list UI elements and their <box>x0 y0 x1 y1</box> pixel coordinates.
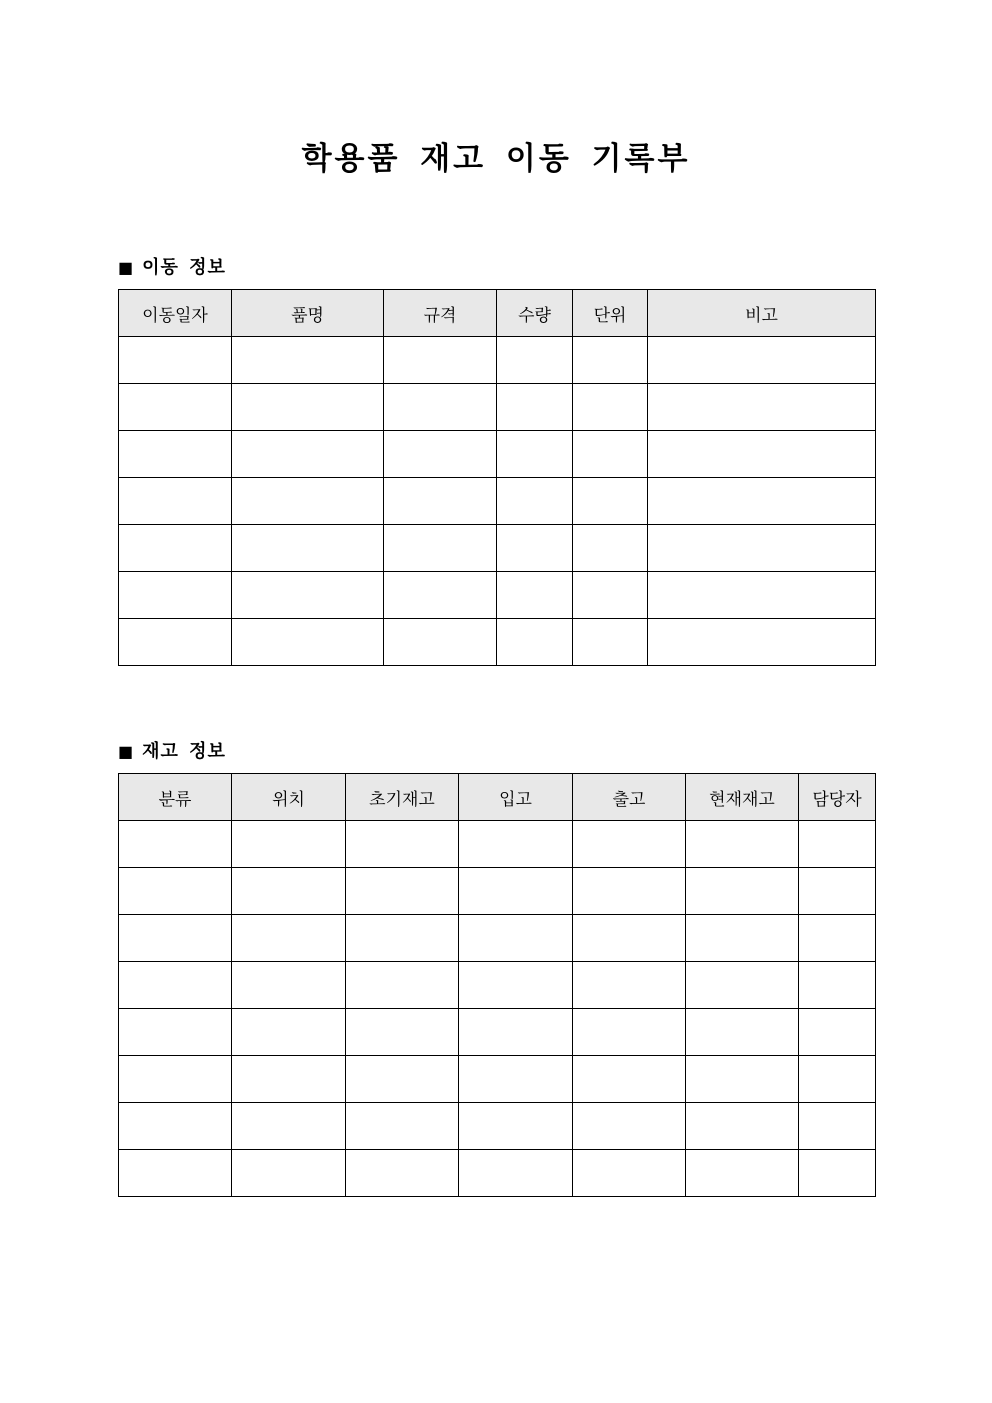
table-row <box>119 431 876 478</box>
table-cell[interactable] <box>119 431 232 478</box>
table-cell[interactable] <box>384 384 497 431</box>
table-cell[interactable] <box>799 915 876 962</box>
table-cell[interactable] <box>686 1150 799 1197</box>
table-row <box>119 337 876 384</box>
table-cell[interactable] <box>799 821 876 868</box>
table-cell[interactable] <box>232 384 384 431</box>
table-cell[interactable] <box>232 1009 346 1056</box>
table-cell[interactable] <box>573 431 648 478</box>
column-header-location: 위치 <box>232 774 346 821</box>
table-cell[interactable] <box>119 1103 232 1150</box>
section-heading-movement <box>118 253 226 279</box>
table-header-row <box>119 774 876 821</box>
table-cell[interactable] <box>648 572 876 619</box>
table-cell[interactable] <box>459 915 573 962</box>
column-header-item-name: 품명 <box>232 290 384 337</box>
inventory-table <box>118 773 876 1197</box>
section-heading-label: 이동 정보 <box>142 257 226 278</box>
column-header-unit: 단위 <box>573 290 648 337</box>
table-cell[interactable] <box>497 525 573 572</box>
table-cell[interactable] <box>573 1056 686 1103</box>
table-cell[interactable] <box>573 384 648 431</box>
table-cell[interactable] <box>384 478 497 525</box>
table-cell[interactable] <box>232 1056 346 1103</box>
table-cell[interactable] <box>119 821 232 868</box>
table-cell[interactable] <box>573 915 686 962</box>
table-cell[interactable] <box>573 868 686 915</box>
table-cell[interactable] <box>648 478 876 525</box>
table-cell[interactable] <box>232 431 384 478</box>
column-header-spec: 규격 <box>384 290 497 337</box>
table-cell[interactable] <box>497 619 573 666</box>
table-cell[interactable] <box>573 337 648 384</box>
table-cell[interactable] <box>119 915 232 962</box>
table-cell[interactable] <box>232 821 346 868</box>
table-row <box>119 1150 876 1197</box>
table-cell[interactable] <box>573 478 648 525</box>
table-cell[interactable] <box>346 868 459 915</box>
table-cell[interactable] <box>119 1056 232 1103</box>
table-cell[interactable] <box>799 1009 876 1056</box>
table-cell[interactable] <box>346 821 459 868</box>
column-header-manager: 담당자 <box>799 774 876 821</box>
table-cell[interactable] <box>346 1009 459 1056</box>
table-cell[interactable] <box>119 384 232 431</box>
table-cell[interactable] <box>686 962 799 1009</box>
movement-table <box>118 289 876 666</box>
table-cell[interactable] <box>384 619 497 666</box>
table-cell[interactable] <box>686 915 799 962</box>
table-cell[interactable] <box>232 619 384 666</box>
table-cell[interactable] <box>648 384 876 431</box>
table-cell[interactable] <box>686 1009 799 1056</box>
table-cell[interactable] <box>497 337 573 384</box>
table-cell[interactable] <box>346 915 459 962</box>
table-cell[interactable] <box>232 478 384 525</box>
table-cell[interactable] <box>119 1009 232 1056</box>
table-cell[interactable] <box>119 868 232 915</box>
column-header-quantity: 수량 <box>497 290 573 337</box>
column-header-initial-stock: 초기재고 <box>346 774 459 821</box>
table-cell[interactable] <box>119 1150 232 1197</box>
table-cell[interactable] <box>459 1103 573 1150</box>
table-row <box>119 868 876 915</box>
table-cell[interactable] <box>573 1150 686 1197</box>
table-cell[interactable] <box>459 821 573 868</box>
table-cell[interactable] <box>573 619 648 666</box>
column-header-stock-in: 입고 <box>459 774 573 821</box>
page-title: 학용품 재고 이동 기록부 <box>301 141 691 177</box>
table-cell[interactable] <box>232 337 384 384</box>
table-cell[interactable] <box>497 384 573 431</box>
table-row <box>119 915 876 962</box>
table-cell[interactable] <box>459 1150 573 1197</box>
table-cell[interactable] <box>497 572 573 619</box>
table-header-row <box>119 290 876 337</box>
table-row <box>119 384 876 431</box>
movement-table-body <box>119 337 876 666</box>
table-cell[interactable] <box>799 962 876 1009</box>
column-header-remarks: 비고 <box>648 290 876 337</box>
table-cell[interactable] <box>232 1103 346 1150</box>
table-cell[interactable] <box>686 821 799 868</box>
table-cell[interactable] <box>799 1103 876 1150</box>
table-row <box>119 962 876 1009</box>
table-cell[interactable] <box>232 1150 346 1197</box>
table-cell[interactable] <box>346 1103 459 1150</box>
table-cell[interactable] <box>648 431 876 478</box>
table-cell[interactable] <box>119 619 232 666</box>
table-cell[interactable] <box>346 962 459 1009</box>
table-cell[interactable] <box>573 525 648 572</box>
table-cell[interactable] <box>573 572 648 619</box>
table-cell[interactable] <box>232 962 346 1009</box>
column-header-date: 이동일자 <box>119 290 232 337</box>
table-cell[interactable] <box>119 337 232 384</box>
table-row <box>119 1009 876 1056</box>
column-header-category: 분류 <box>119 774 232 821</box>
table-row <box>119 572 876 619</box>
table-row <box>119 619 876 666</box>
table-cell[interactable] <box>232 915 346 962</box>
table-cell[interactable] <box>459 1056 573 1103</box>
table-cell[interactable] <box>648 619 876 666</box>
table-cell[interactable] <box>346 1056 459 1103</box>
table-cell[interactable] <box>459 962 573 1009</box>
table-cell[interactable] <box>497 478 573 525</box>
table-row <box>119 1103 876 1150</box>
table-cell[interactable] <box>573 1103 686 1150</box>
table-cell[interactable] <box>648 525 876 572</box>
table-cell[interactable] <box>346 1150 459 1197</box>
table-cell[interactable] <box>799 1056 876 1103</box>
column-header-current-stock: 현재재고 <box>686 774 799 821</box>
table-cell[interactable] <box>686 1056 799 1103</box>
table-cell[interactable] <box>119 478 232 525</box>
table-row <box>119 1056 876 1103</box>
table-cell[interactable] <box>459 868 573 915</box>
table-cell[interactable] <box>648 337 876 384</box>
table-cell[interactable] <box>686 868 799 915</box>
table-row <box>119 525 876 572</box>
table-cell[interactable] <box>232 525 384 572</box>
table-cell[interactable] <box>799 868 876 915</box>
table-cell[interactable] <box>232 868 346 915</box>
square-bullet-icon: ■ <box>118 258 135 277</box>
table-cell[interactable] <box>119 525 232 572</box>
table-cell[interactable] <box>119 962 232 1009</box>
table-cell[interactable] <box>384 525 497 572</box>
table-cell[interactable] <box>497 431 573 478</box>
table-cell[interactable] <box>799 1150 876 1197</box>
table-cell[interactable] <box>573 1009 686 1056</box>
inventory-table-body <box>119 821 876 1197</box>
table-cell[interactable] <box>384 572 497 619</box>
square-bullet-icon: ■ <box>118 742 135 761</box>
section-heading-label: 재고 정보 <box>142 741 226 762</box>
table-cell[interactable] <box>573 821 686 868</box>
table-cell[interactable] <box>686 1103 799 1150</box>
table-cell[interactable] <box>232 572 384 619</box>
table-cell[interactable] <box>384 337 497 384</box>
table-row <box>119 478 876 525</box>
table-cell[interactable] <box>119 572 232 619</box>
section-heading-inventory <box>118 737 226 763</box>
table-cell[interactable] <box>459 1009 573 1056</box>
table-row <box>119 821 876 868</box>
column-header-stock-out: 출고 <box>573 774 686 821</box>
table-cell[interactable] <box>384 431 497 478</box>
table-cell[interactable] <box>573 962 686 1009</box>
